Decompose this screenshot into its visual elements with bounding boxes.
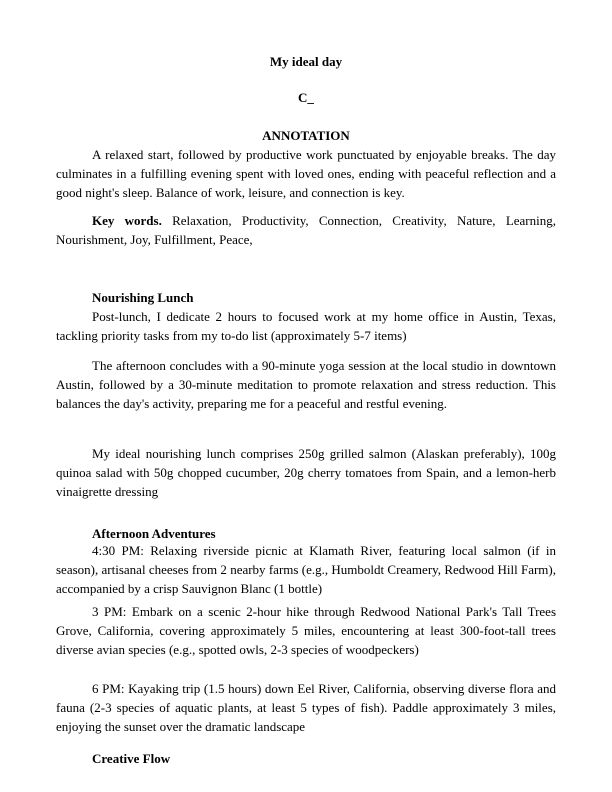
annotation-heading: ANNOTATION xyxy=(262,128,350,143)
section-heading-creative-flow: Creative Flow xyxy=(92,751,171,766)
section-paragraph xyxy=(56,356,556,413)
section-paragraph xyxy=(56,444,556,501)
paragraph-text: Post-lunch, I dedicate 2 hours to focused work at my home office in Austin, Texas, tackling priority tasks from my to-do list (approximately 5-7 items) xyxy=(56,309,556,343)
paragraph-text: The afternoon concludes with a 90-minute yoga session at the local studio in downtown Austin, followed by a 30-minute meditation to promote relaxation and stress reduction. This balances the day's activity, preparing me for a peaceful and restful evening. xyxy=(56,358,556,411)
keywords-label: Key words. xyxy=(92,213,162,228)
section-paragraph xyxy=(56,307,556,345)
section-heading-nourishing-lunch: Nourishing Lunch xyxy=(92,290,194,305)
keywords-block xyxy=(56,211,556,249)
document-title: My ideal day xyxy=(269,54,343,69)
section-paragraph xyxy=(56,541,556,598)
section-heading-afternoon-adventures: Afternoon Adventures xyxy=(92,526,216,541)
paragraph-text: 6 PM: Kayaking trip (1.5 hours) down Eel River, California, observing diverse flora and fauna (2-3 species of aquatic plants, at least 5 types of fish). Paddle approximately 3 miles, enjoying the sunset over the dramatic landscape xyxy=(56,681,556,734)
keywords-paragraph xyxy=(56,211,556,249)
paragraph-text: My ideal nourishing lunch comprises 250g grilled salmon (Alaskan preferably), 100g quinoa salad with 50g chopped cucumber, 20g cherry tomatoes from Spain, and a lemon-herb vinaigrette dressing xyxy=(56,446,556,499)
paragraph-text: 3 PM: Embark on a scenic 2-hour hike through Redwood National Park's Tall Trees Grove, California, covering approximately 5 miles, encountering at least 300-foot-tall trees diverse avian species (e.g., spotted owls, 2-3 species of woodpeckers) xyxy=(56,604,556,657)
document-subtitle: C_ xyxy=(298,90,314,105)
annotation-block xyxy=(56,145,556,202)
keywords-text: Relaxation, Productivity, Connection, Creativity, Nature, Learning, Nourishment, Joy, Fulfillment, Peace, xyxy=(56,213,556,247)
section-paragraph xyxy=(56,602,556,659)
paragraph-text: 4:30 PM: Relaxing riverside picnic at Klamath River, featuring local salmon (if in season), artisanal cheeses from 2 nearby farms (e.g., Humboldt Creamery, Redwood Hill Farm), accompanied by a crisp Sauvignon Blanc (1 bottle) xyxy=(56,543,556,596)
section-paragraph xyxy=(56,679,556,736)
annotation-paragraph: A relaxed start, followed by productive work punctuated by enjoyable breaks. The day culminates in a fulfilling evening spent with loved ones, ending with peaceful reflection and a good night's sleep. Balance of work, leisure, and connection is key. xyxy=(56,147,556,200)
